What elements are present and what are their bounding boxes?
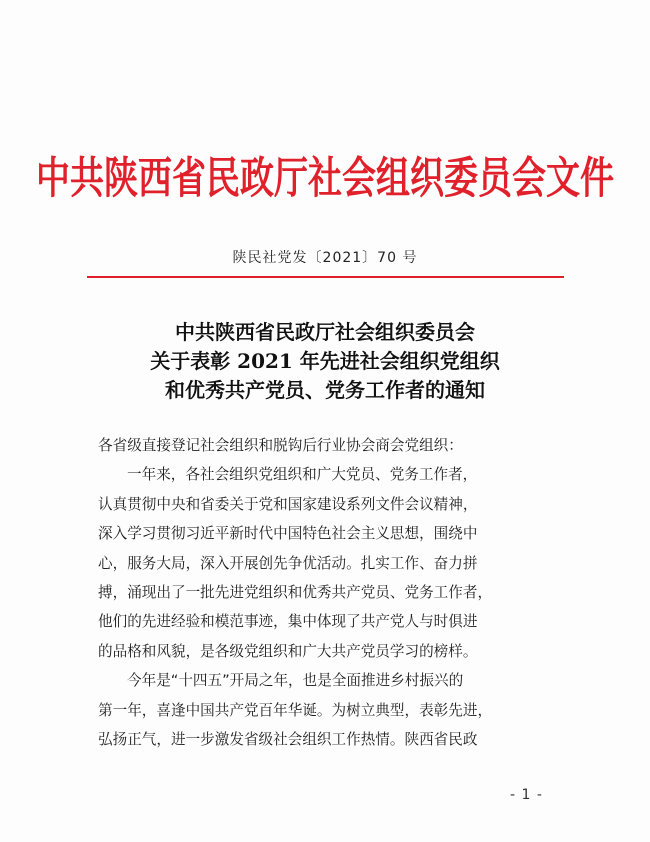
notice-title-line: 关于表彰 2021 年先进社会组织党组织 xyxy=(150,349,500,373)
body-line: 搏，涌现出了一批先进党组织和优秀共产党员、党务工作者， xyxy=(98,583,493,601)
notice-title xyxy=(0,318,650,405)
body-line: 心，服务大局，深入开展创先争优活动。扎实工作、奋力拼 xyxy=(98,554,478,572)
red-divider-line xyxy=(87,276,564,278)
page-number: - 1 - xyxy=(510,787,543,803)
body-line: 一年来，各社会组织党组织和广大党员、党务工作者， xyxy=(127,466,478,484)
body-line: 今年是“十四五”开局之年，也是全面推进乡村振兴的 xyxy=(127,672,464,690)
notice-body xyxy=(98,431,558,754)
body-line: 认真贯彻中央和省委关于党和国家建设系列文件会议精神， xyxy=(98,495,478,513)
salutation-line: 各省级直接登记社会组织和脱钩后行业协会商会党组织： xyxy=(98,437,463,454)
notice-title-line: 中共陕西省民政厅社会组织委员会 xyxy=(175,320,475,344)
body-line: 深入学习贯彻习近平新时代中国特色社会主义思想，围绕中 xyxy=(98,525,478,543)
issuer-header-title: 中共陕西省民政厅社会组织委员会文件 xyxy=(36,153,614,205)
body-line: 第一年，喜逢中国共产党百年华诞。为树立典型，表彰先进， xyxy=(98,701,493,719)
document-number: 陕民社党发〔2021〕70 号 xyxy=(232,250,418,266)
body-line: 的品格和风貌，是各级党组织和广大共产党员学习的榜样。 xyxy=(98,642,478,660)
body-line: 他们的先进经验和模范事迹，集中体现了共产党人与时俱进 xyxy=(98,613,478,631)
notice-title-line: 和优秀共产党员、党务工作者的通知 xyxy=(165,378,485,402)
body-line: 弘扬正气，进一步激发省级社会组织工作热情。陕西省民政 xyxy=(98,730,478,748)
